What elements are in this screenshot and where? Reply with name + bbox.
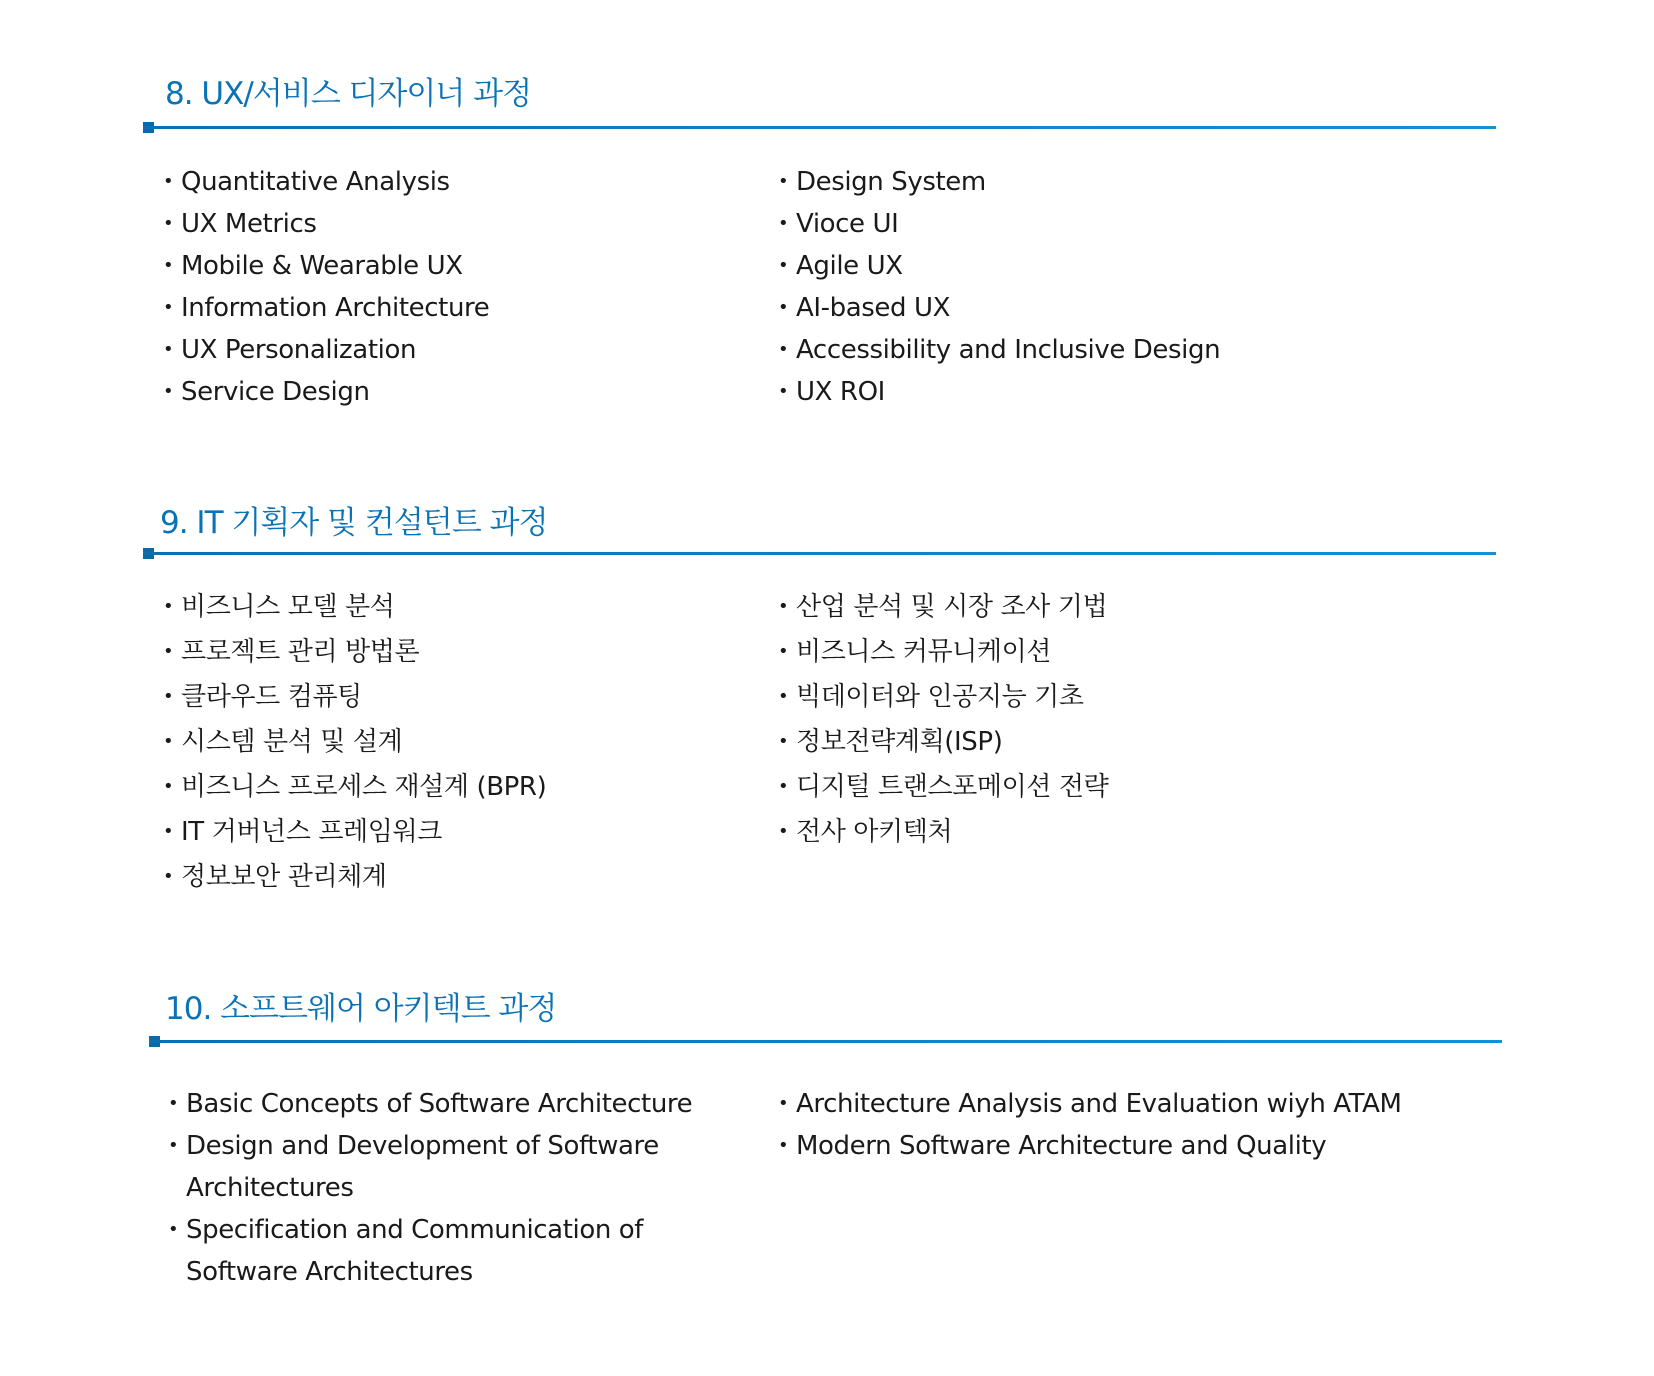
bullet-icon: • [168, 1093, 179, 1114]
list-item-label: Design and Development of Software Architectures [186, 1131, 659, 1203]
course-list-right [778, 1083, 1402, 1167]
bullet-icon: • [778, 776, 789, 797]
list-item-label: 정보보안 관리체계 [181, 862, 387, 892]
list-item-label: 빅데이터와 인공지능 기초 [796, 682, 1084, 712]
list-item-label: Vioce UI [796, 209, 899, 239]
list-item-label: Architecture Analysis and Evaluation wiyh ATAM [796, 1089, 1402, 1119]
list-item-label: IT 거버넌스 프레임워크 [181, 817, 442, 847]
bullet-icon: • [163, 255, 174, 276]
bullet-icon: • [778, 641, 789, 662]
list-item [168, 1125, 743, 1209]
bullet-icon: • [778, 821, 789, 842]
bullet-icon: • [778, 213, 789, 234]
list-item-label: Design System [796, 167, 986, 197]
section-rule [149, 1040, 1502, 1043]
section-title: 9. IT 기획자 및 컨설턴트 과정 [160, 505, 548, 541]
list-item-label: Specification and Communication of Software Architectures [186, 1215, 644, 1287]
bullet-icon: • [163, 213, 174, 234]
list-item-label: Basic Concepts of Software Architecture [186, 1089, 693, 1119]
list-item-label: AI-based UX [796, 293, 951, 323]
list-item-label: 정보전략계획(ISP) [796, 727, 1003, 757]
list-item-label: 비즈니스 프로세스 재설계 (BPR) [181, 772, 547, 802]
course-list-left [168, 1083, 743, 1293]
bullet-icon: • [778, 297, 789, 318]
bullet-icon: • [163, 596, 174, 617]
list-item-label: 시스템 분석 및 설계 [181, 727, 403, 757]
list-item-label: Agile UX [796, 251, 903, 281]
list-item-label: 전사 아키텍처 [796, 817, 953, 847]
bullet-icon: • [168, 1135, 179, 1156]
bullet-icon: • [163, 297, 174, 318]
list-item [168, 1209, 743, 1293]
list-item [778, 1125, 1402, 1167]
section-title: 10. 소프트웨어 아키텍트 과정 [165, 991, 557, 1027]
bullet-icon: • [778, 339, 789, 360]
list-item-label: UX Metrics [181, 209, 317, 239]
list-item-label: UX Personalization [181, 335, 417, 365]
bullet-icon: • [778, 686, 789, 707]
list-item-label: Modern Software Architecture and Quality [796, 1131, 1327, 1161]
list-item-label: 비즈니스 모델 분석 [181, 592, 395, 622]
bullet-icon: • [163, 776, 174, 797]
list-item-label: 디지털 트랜스포메이션 전략 [796, 772, 1109, 802]
bullet-icon: • [163, 686, 174, 707]
list-item-label: Mobile & Wearable UX [181, 251, 463, 281]
bullet-icon: • [163, 866, 174, 887]
list-item-label: Quantitative Analysis [181, 167, 450, 197]
bullet-icon: • [163, 381, 174, 402]
list-item-label: UX ROI [796, 377, 885, 407]
bullet-icon: • [163, 641, 174, 662]
list-item-label: 산업 분석 및 시장 조사 기법 [796, 592, 1108, 622]
bullet-icon: • [778, 255, 789, 276]
bullet-icon: • [168, 1219, 179, 1240]
list-item [168, 1083, 743, 1125]
list-item-label: 비즈니스 커뮤니케이션 [796, 637, 1052, 667]
list-item-label: Service Design [181, 377, 370, 407]
bullet-icon: • [163, 339, 174, 360]
bullet-icon: • [163, 821, 174, 842]
bullet-icon: • [778, 1135, 789, 1156]
bullet-icon: • [778, 1093, 789, 1114]
bullet-icon: • [778, 596, 789, 617]
list-item-label: 클라우드 컴퓨팅 [181, 682, 362, 712]
bullet-icon: • [778, 381, 789, 402]
bullet-icon: • [163, 171, 174, 192]
list-item-label: Information Architecture [181, 293, 490, 323]
list-item-label: 프로젝트 관리 방법론 [181, 637, 420, 667]
list-item [778, 1083, 1402, 1125]
bullet-icon: • [778, 171, 789, 192]
bullet-icon: • [163, 731, 174, 752]
section-title: 8. UX/서비스 디자이너 과정 [165, 76, 532, 112]
list-item-label: Accessibility and Inclusive Design [796, 335, 1221, 365]
bullet-icon: • [778, 731, 789, 752]
